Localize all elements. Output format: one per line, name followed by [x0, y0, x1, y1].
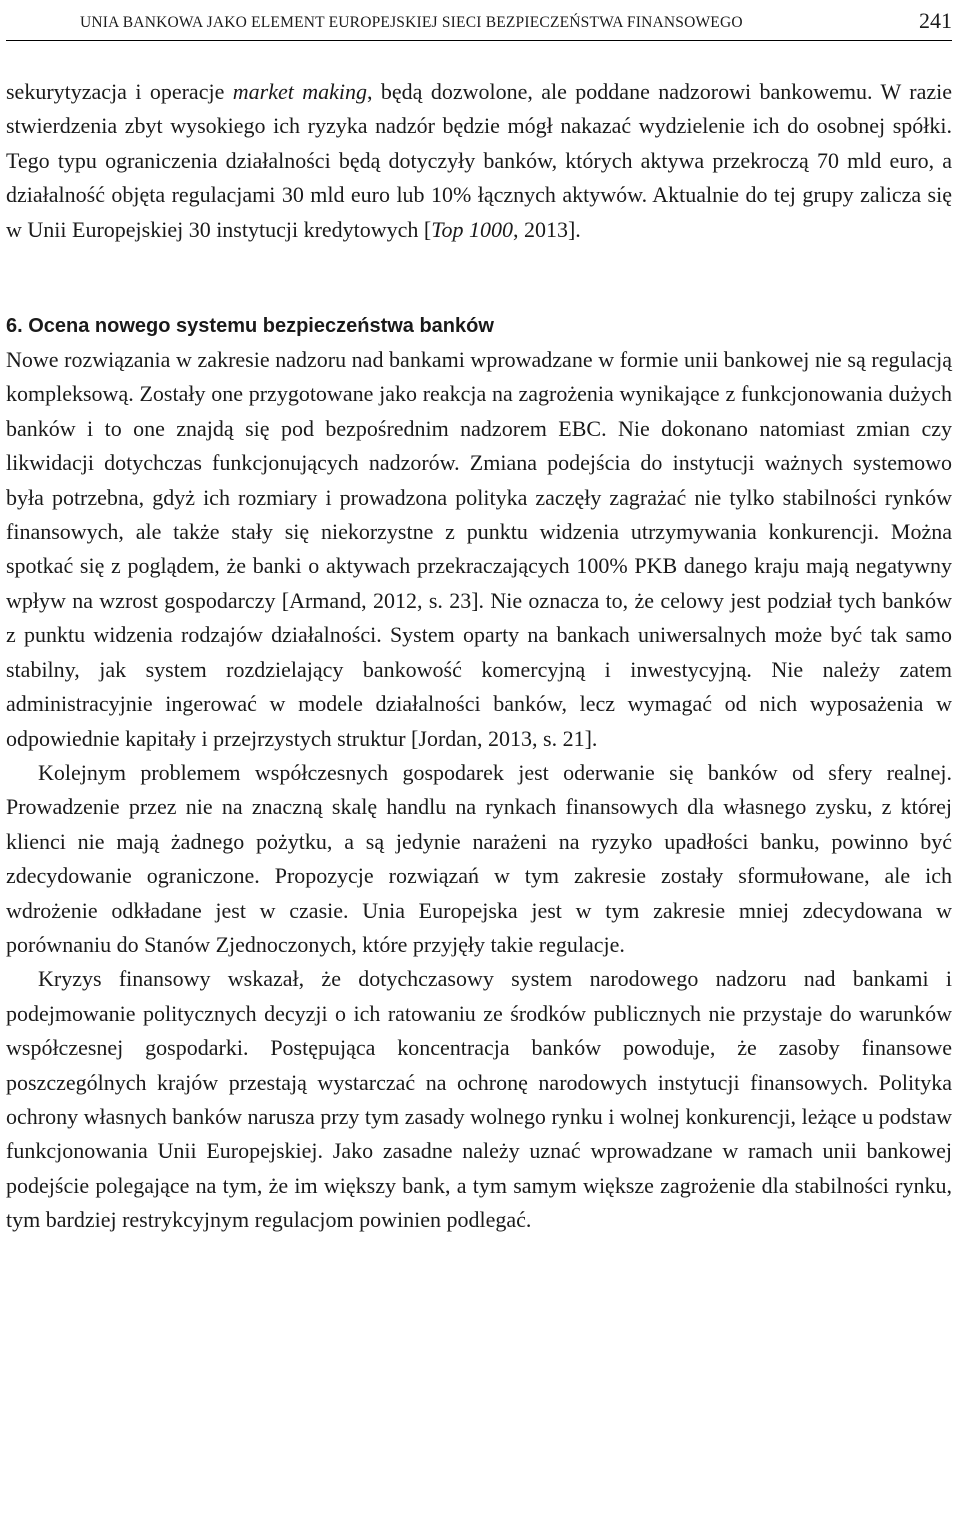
section-heading: 6. Ocena nowego systemu bezpieczeństwa banków — [6, 315, 494, 338]
section-paragraph-1: Nowe rozwiązania w zakresie nadzoru nad bankami wprowadzane w formie unii bankowej nie są regulacją kompleksową. Zostały one przygotowane jako reakcja na zagrożenia wynikające z funkcjonowania dużych banków i to one znajdą się pod bezpośrednim nadzorem EBC. Nie dokonano natomiast zmian czy likwidacji dotychczas funkcjonujących nadzorów. Zmiana podejścia do instytucji ważnych systemowo była potrzebna, gdyż ich rozmiary i prowadzona polityka zaczęły zagrażać nie tylko stabilności rynków finansowych, ale także stały się niekorzystne z punktu widzenia utrzymywania konkurencji. Można spotkać się z poglądem, że banki o aktywach przekraczających 100% PKB danego kraju mają negatywny wpływ na wzrost gospodarczy [Armand, 2012, s. 23]. Nie oznacza to, że celowy jest podział tych banków z punktu widzenia rodzajów działalności. System oparty na bankach uniwersalnych może być tak samo stabilny, jak system rozdzielający bankowość komercyjną i inwestycyjną. Nie należy zatem administracyjnie ingerować w modele działalności banków, lecz wymagać od nich wyposażenia w odpowiednie kapitały i przejrzystych struktur [Jordan, 2013, s. 21]. — [6, 347, 952, 751]
page-number: 241 — [919, 8, 952, 33]
intro-citation-italic: Top 1000 — [431, 216, 513, 242]
intro-text-part3: , będą dozwolone, ale poddane nadzorowi bankowemu. W razie stwierdzenia zbyt wysokiego ich ryzyka nadzór będzie mógł nakazać wydzielenie ich do osobnej spółki. Tego typu ograniczenia działalności będą dotyczyły banków, których aktywa przekroczą 70 mld euro, a działalność objęta regulacjami 30 mld euro lub 10% łącznych aktywów. Aktualnie do tej grupy zalicza się w Unii Europejskiej 30 instytucji kredytowych [ — [6, 79, 953, 242]
section-paragraph-2: Kolejnym problemem współczesnych gospodarek jest oderwanie się banków od sfery realnej. Prowadzenie przez nie na znaczną skalę handlu na rynkach finansowych dla własnego zysku, z której klienci nie mają żadnego pożytku, a są jedynie narażeni na ryzyko upadłości banku, powinno być zdecydowanie ograniczone. Propozycje rozwiązań w tym zakresie zostały sformułowane, ale ich wdrożenie odkładane jest w czasie. Unia Europejska jest w tym zakresie mniej zdecydowana w porównaniu do Stanów Zjednoczonych, które przyjęły takie regulacje. — [6, 759, 952, 957]
intro-text-part5: , 2013]. — [512, 216, 581, 242]
section-paragraph-3: Kryzys finansowy wskazał, że dotychczasowy system narodowego nadzoru nad bankami i podejmowanie politycznych decyzji o ich ratowaniu ze środków publicznych nie przystaje do warunków współczesnej gospodarki. Postępująca koncentracja banków powoduje, że zasoby finansowe poszczególnych krajów przestają wystarczać na ochronę narodowych instytucji finansowych. Polityka ochrony własnych banków narusza przy tym zasady wolnego rynku i wolnej konkurencji, leżące u podstaw funkcjonowania Unii Europejskiej. Jako zasadne należy uznać wprowadzane w ramach unii bankowej podejście polegające na tym, że im większy bank, a tym samym większe zagrożenie dla stabilności rynku, tym bardziej restrykcyjnym regulacjom powinien podlegać. — [6, 966, 952, 1233]
intro-italic-term: market making — [232, 79, 368, 104]
intro-text-part1: sekurytyzacja i operacje — [6, 79, 233, 104]
body-text — [6, 75, 952, 1238]
running-header — [6, 6, 952, 41]
running-header-title: UNIA BANKOWA JAKO ELEMENT EUROPEJSKIEJ SIECI BEZPIECZEŃSTWA FINANSOWEGO — [80, 14, 743, 31]
intro-paragraph — [6, 75, 952, 247]
